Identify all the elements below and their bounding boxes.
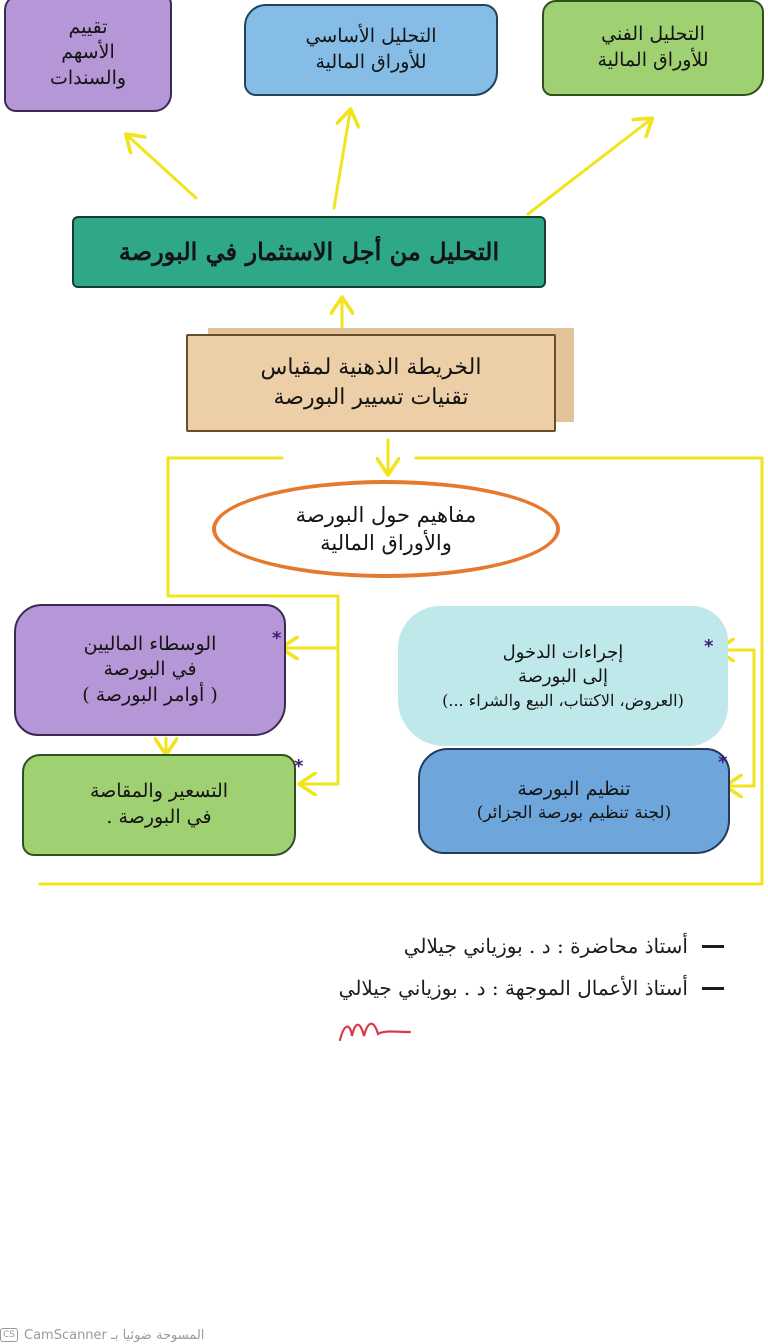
node-line: في البورصة xyxy=(103,658,197,681)
node-fundamental-analysis xyxy=(244,4,498,96)
node-line: التحليل من أجل الاستثمار في البورصة xyxy=(118,236,500,266)
node-line: التحليل الفني xyxy=(601,23,705,46)
node-line: (لجنة تنظيم بورصة الجزائر) xyxy=(476,803,672,824)
node-line: تقنيات تسيير البورصة xyxy=(273,385,469,410)
node-pricing-clearing xyxy=(22,754,296,856)
credit-text: أستاذ محاضرة : د . بوزياني جيلالي xyxy=(403,934,688,958)
node-exchange-organization xyxy=(418,748,730,854)
credit-tutorial-professor xyxy=(134,976,724,1000)
node-technical-analysis xyxy=(542,0,764,96)
node-line: للأوراق المالية xyxy=(597,49,709,71)
node-line: تقييم xyxy=(68,15,108,38)
node-line: (العروض، الاكتتاب، البيع والشراء ...) xyxy=(442,690,684,710)
node-line: الأسهم xyxy=(61,41,115,64)
credit-lecture-professor xyxy=(134,934,724,958)
node-line: والسندات xyxy=(49,66,127,89)
bullet-star-icon: * xyxy=(272,628,282,649)
arrow-to-valuation xyxy=(128,136,196,198)
node-financial-brokers xyxy=(14,604,286,736)
dash-icon xyxy=(702,987,724,990)
node-line: التحليل الأساسي xyxy=(305,25,437,48)
node-stock-bond-valuation xyxy=(4,0,172,112)
node-investment-analysis xyxy=(72,216,546,288)
bullet-star-icon: * xyxy=(718,752,728,773)
bullet-star-icon: * xyxy=(704,636,714,657)
signature-scribble xyxy=(340,1024,410,1040)
node-line: والأوراق المالية xyxy=(320,531,452,555)
node-line: مفاهيم حول البورصة xyxy=(295,502,477,527)
node-stock-exchange-concepts xyxy=(212,480,560,578)
credit-text: أستاذ الأعمال الموجهة : د . بوزياني جيلالي xyxy=(338,976,688,1000)
arrow-to-technical xyxy=(528,120,650,214)
node-entry-procedures xyxy=(398,606,728,746)
node-line: للأوراق المالية xyxy=(315,51,427,73)
node-line: التسعير والمقاصة xyxy=(89,780,229,803)
node-line: ( أوامر البورصة ) xyxy=(82,683,218,706)
bullet-star-icon: * xyxy=(294,756,304,777)
node-line: إلى البورصة xyxy=(517,666,609,688)
camscanner-icon: CS xyxy=(0,1328,18,1342)
scanner-watermark xyxy=(0,1326,204,1344)
node-mind-map-title xyxy=(186,334,556,432)
node-line: الوسطاء الماليين xyxy=(83,632,217,655)
arrow-to-fundamental xyxy=(334,112,350,208)
node-line: تنظيم البورصة xyxy=(517,777,631,800)
node-line: الخريطة الذهنية لمقياس xyxy=(260,355,482,381)
node-line: إجراءات الدخول xyxy=(502,641,624,663)
node-line: في البورصة . xyxy=(106,806,212,828)
watermark-text: CamScanner المسوحة ضوئيا بـ xyxy=(24,1327,205,1343)
dash-icon xyxy=(702,945,724,948)
